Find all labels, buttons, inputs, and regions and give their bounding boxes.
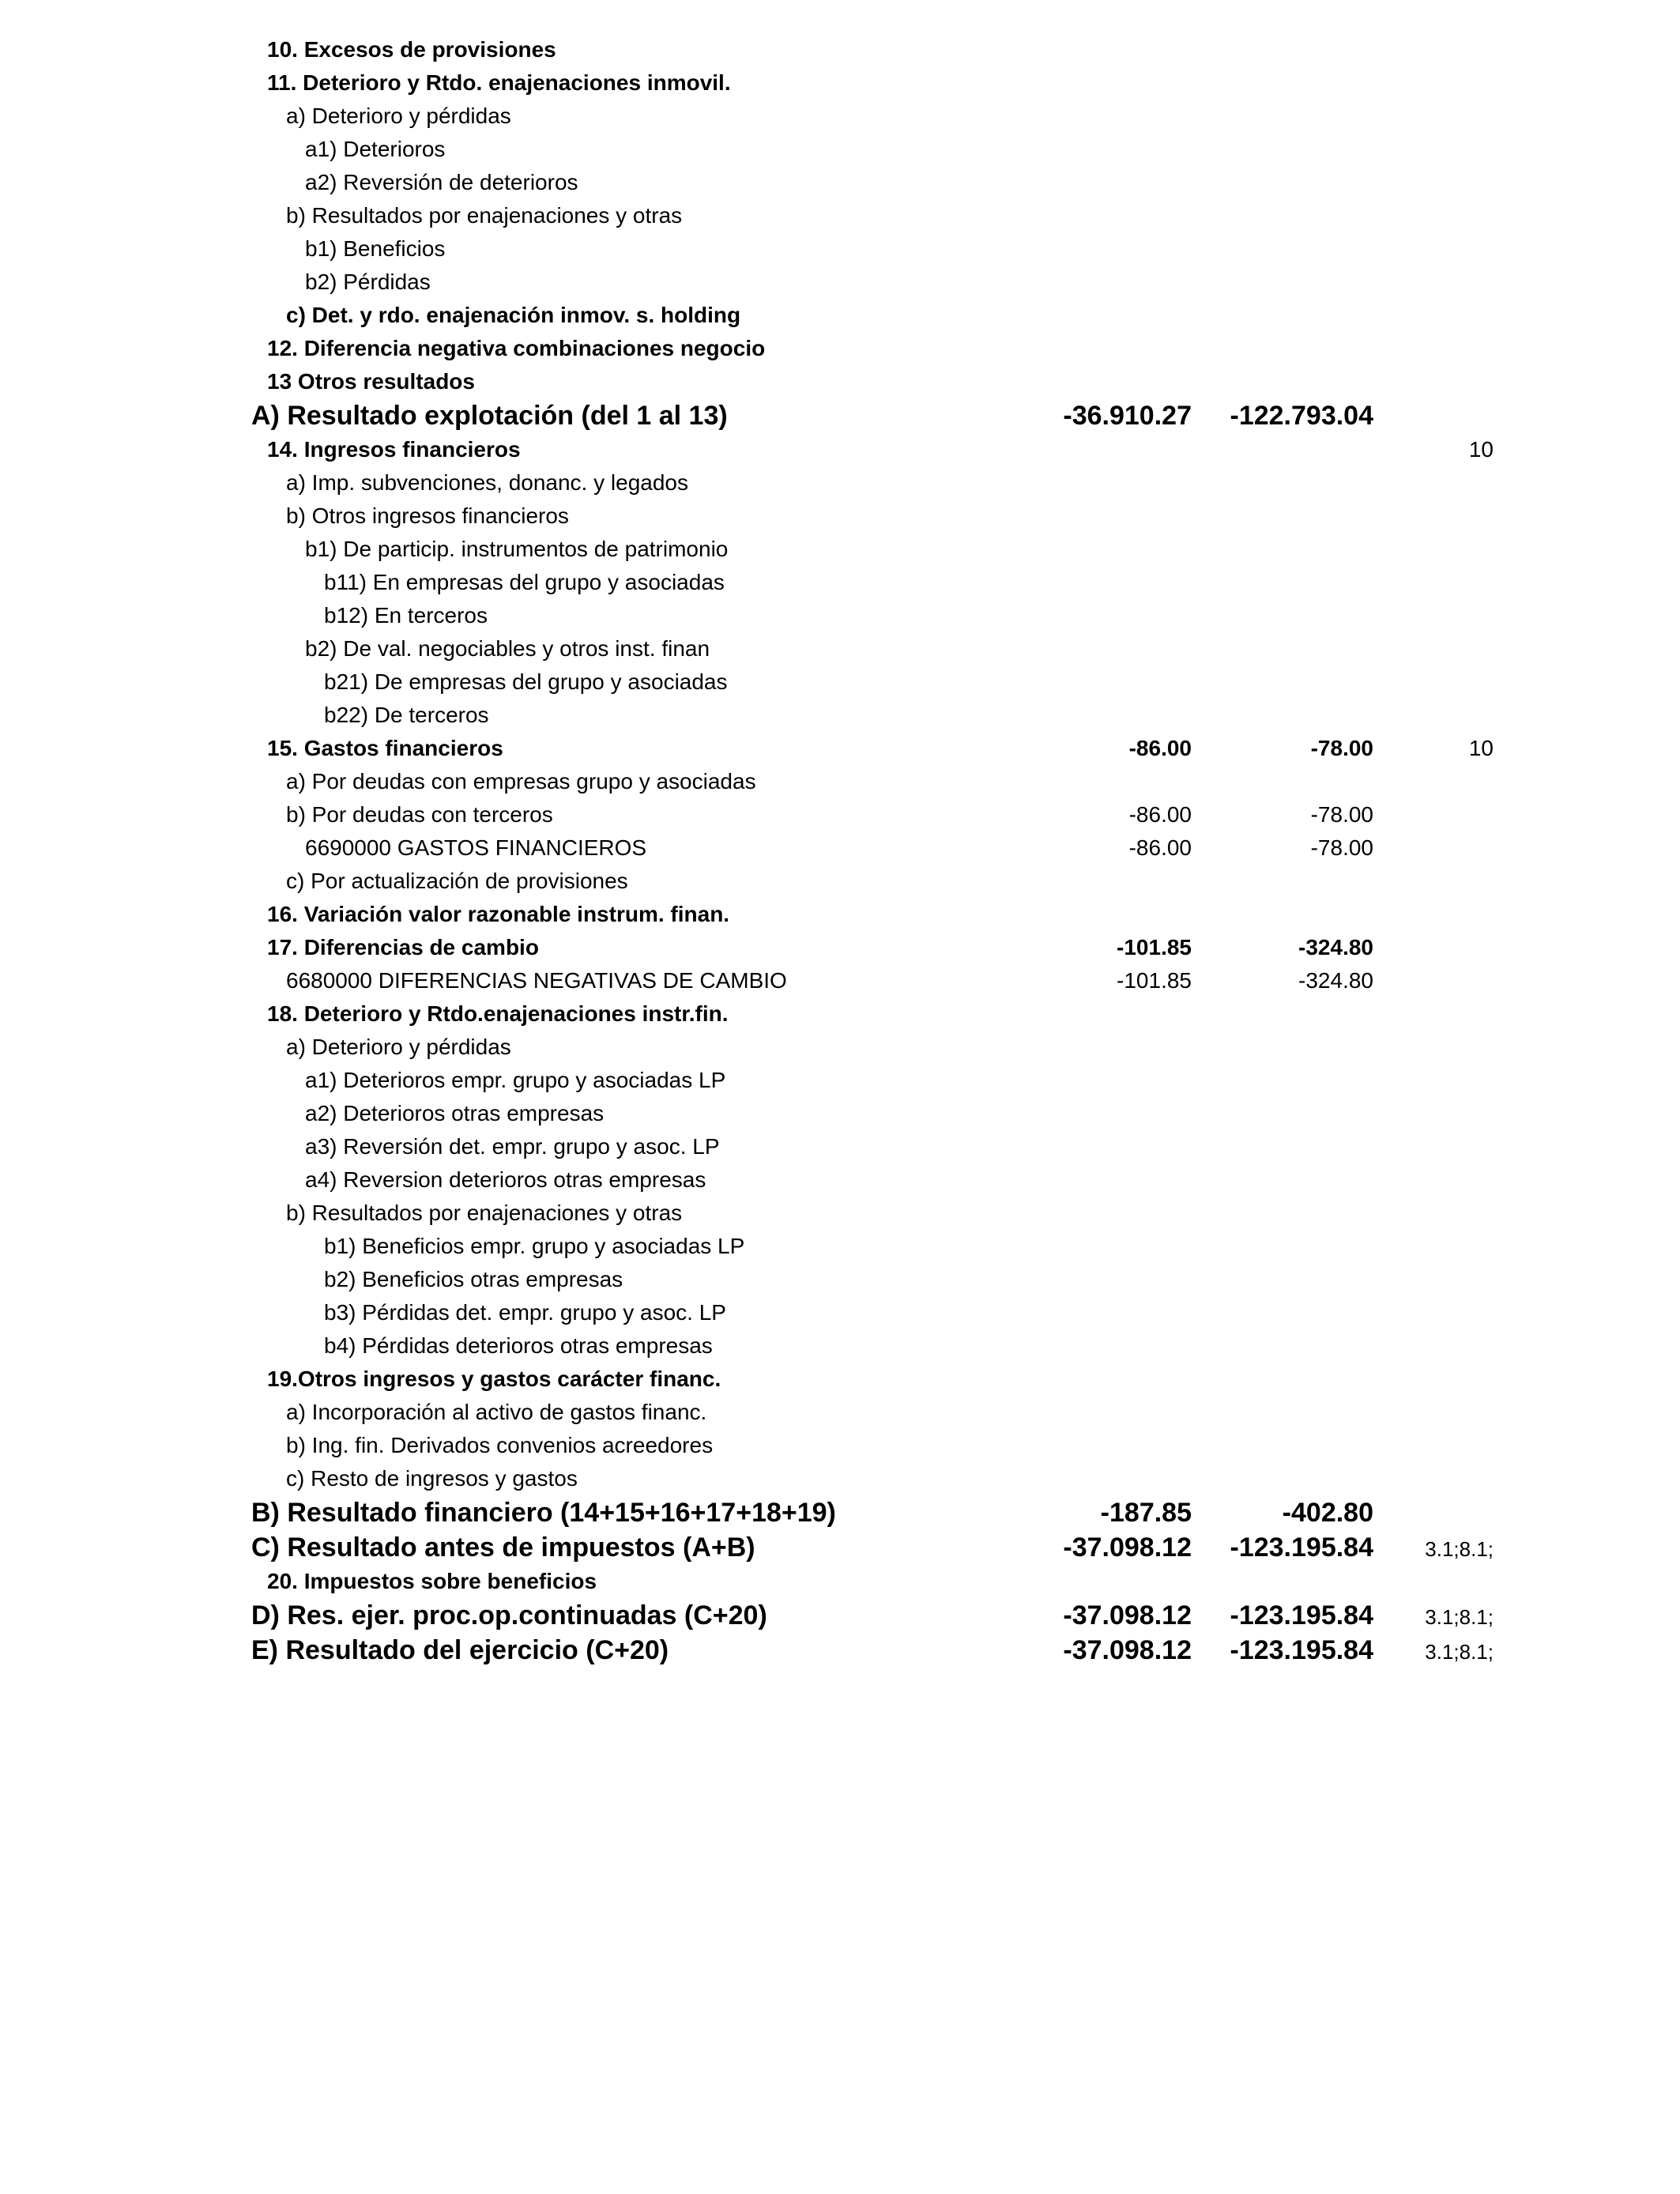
row-label: a3) Reversión det. empr. grupo y asoc. LP bbox=[305, 1134, 720, 1159]
statement-row bbox=[0, 964, 1680, 997]
prior-year-value: -78.00 bbox=[1310, 736, 1373, 760]
statement-row bbox=[0, 433, 1680, 466]
row-label: 15. Gastos financieros bbox=[267, 736, 503, 760]
row-label: b) Resultados por enajenaciones y otras bbox=[286, 203, 683, 228]
statement-row bbox=[0, 1363, 1680, 1396]
note-reference: 10 bbox=[1468, 736, 1494, 760]
row-label: 14. Ingresos financieros bbox=[267, 437, 521, 462]
statement-row bbox=[0, 1197, 1680, 1230]
current-year-value: -36.910.27 bbox=[1063, 401, 1192, 431]
row-label: 17. Diferencias de cambio bbox=[267, 935, 539, 959]
row-label: b2) Beneficios otras empresas bbox=[324, 1267, 623, 1291]
row-label: c) Por actualización de provisiones bbox=[286, 869, 628, 893]
statement-row bbox=[0, 997, 1680, 1031]
statement-row bbox=[0, 66, 1680, 100]
row-label: a) Deterioro y pérdidas bbox=[286, 1035, 511, 1059]
statement-row bbox=[0, 765, 1680, 798]
row-label: b) Ing. fin. Derivados convenios acreedores bbox=[286, 1433, 714, 1457]
row-label: a1) Deterioros empr. grupo y asociadas LP bbox=[305, 1068, 726, 1092]
row-label: a) Por deudas con empresas grupo y asociadas bbox=[286, 769, 756, 794]
statement-row bbox=[0, 100, 1680, 133]
note-reference: 3.1;8.1; bbox=[1425, 1605, 1494, 1629]
result-total-row bbox=[0, 398, 1680, 433]
row-label: A) Resultado explotación (del 1 al 13) bbox=[251, 401, 728, 431]
statement-row bbox=[0, 831, 1680, 865]
row-label: b1) De particip. instrumentos de patrimonio bbox=[305, 537, 729, 561]
row-label: a2) Reversión de deterioros bbox=[305, 170, 578, 194]
row-label: C) Resultado antes de impuestos (A+B) bbox=[251, 1532, 755, 1563]
statement-row bbox=[0, 199, 1680, 232]
current-year-value: -187.85 bbox=[1100, 1498, 1192, 1528]
row-label: a4) Reversion deterioros otras empresas bbox=[305, 1167, 706, 1192]
result-total-row bbox=[0, 1530, 1680, 1565]
row-label: b12) En terceros bbox=[324, 603, 488, 628]
statement-row bbox=[0, 898, 1680, 931]
statement-row bbox=[0, 533, 1680, 566]
statement-row bbox=[0, 1296, 1680, 1329]
current-year-value: -37.098.12 bbox=[1063, 1532, 1192, 1563]
statement-row bbox=[0, 665, 1680, 699]
row-label: b) Por deudas con terceros bbox=[286, 802, 553, 827]
current-year-value: -86.00 bbox=[1128, 736, 1192, 760]
row-label: 18. Deterioro y Rtdo.enajenaciones instr.fin. bbox=[267, 1001, 729, 1026]
row-label: 16. Variación valor razonable instrum. finan. bbox=[267, 902, 730, 926]
statement-row bbox=[0, 133, 1680, 166]
prior-year-value: -123.195.84 bbox=[1230, 1635, 1373, 1665]
statement-row bbox=[0, 1130, 1680, 1163]
statement-row bbox=[0, 166, 1680, 199]
row-label: a) Imp. subvenciones, donanc. y legados bbox=[286, 470, 688, 495]
statement-row bbox=[0, 1031, 1680, 1064]
statement-row bbox=[0, 732, 1680, 765]
row-label: c) Resto de ingresos y gastos bbox=[286, 1466, 578, 1491]
row-label: 19.Otros ingresos y gastos carácter financ. bbox=[267, 1367, 721, 1391]
prior-year-value: -123.195.84 bbox=[1230, 1532, 1373, 1563]
statement-row bbox=[0, 266, 1680, 299]
row-label: b2) Pérdidas bbox=[305, 270, 431, 294]
row-label: 13 Otros resultados bbox=[267, 369, 475, 394]
statement-row bbox=[0, 699, 1680, 732]
note-reference: 10 bbox=[1468, 437, 1494, 462]
statement-row bbox=[0, 599, 1680, 632]
row-label: a) Incorporación al activo de gastos financ. bbox=[286, 1400, 707, 1424]
result-total-row bbox=[0, 1495, 1680, 1530]
prior-year-value: -402.80 bbox=[1282, 1498, 1373, 1528]
statement-row bbox=[0, 566, 1680, 599]
profit-and-loss-statement bbox=[0, 33, 1680, 1668]
statement-row bbox=[0, 1263, 1680, 1296]
statement-row bbox=[0, 365, 1680, 398]
row-label: b2) De val. negociables y otros inst. finan bbox=[305, 636, 710, 661]
prior-year-value: -122.793.04 bbox=[1230, 401, 1373, 431]
row-label: 11. Deterioro y Rtdo. enajenaciones inmovil. bbox=[267, 70, 731, 95]
prior-year-value: -324.80 bbox=[1298, 935, 1373, 959]
statement-row bbox=[0, 1230, 1680, 1263]
statement-row bbox=[0, 865, 1680, 898]
note-reference: 3.1;8.1; bbox=[1425, 1640, 1494, 1664]
row-label: b) Otros ingresos financieros bbox=[286, 503, 569, 528]
prior-year-value: -78.00 bbox=[1310, 835, 1373, 860]
current-year-value: -86.00 bbox=[1128, 835, 1192, 860]
statement-row bbox=[0, 299, 1680, 332]
statement-row bbox=[0, 1462, 1680, 1495]
row-label: b22) De terceros bbox=[324, 703, 489, 727]
row-label: b3) Pérdidas det. empr. grupo y asoc. LP bbox=[324, 1300, 726, 1325]
statement-row bbox=[0, 1429, 1680, 1462]
row-label: D) Res. ejer. proc.op.continuadas (C+20) bbox=[251, 1600, 767, 1630]
result-total-row bbox=[0, 1598, 1680, 1633]
current-year-value: -37.098.12 bbox=[1063, 1600, 1192, 1630]
row-label: c) Det. y rdo. enajenación inmov. s. holding bbox=[286, 303, 741, 327]
current-year-value: -37.098.12 bbox=[1063, 1635, 1192, 1665]
row-label: 12. Diferencia negativa combinaciones negocio bbox=[267, 336, 766, 360]
prior-year-value: -324.80 bbox=[1298, 968, 1373, 993]
statement-row bbox=[0, 1163, 1680, 1197]
current-year-value: -101.85 bbox=[1117, 968, 1192, 993]
statement-row bbox=[0, 466, 1680, 499]
row-label: a1) Deterioros bbox=[305, 137, 446, 161]
statement-row bbox=[0, 332, 1680, 365]
row-label: b21) De empresas del grupo y asociadas bbox=[324, 669, 728, 694]
row-label: 6690000 GASTOS FINANCIEROS bbox=[305, 835, 647, 860]
row-label: B) Resultado financiero (14+15+16+17+18+19) bbox=[251, 1498, 836, 1528]
statement-row bbox=[0, 499, 1680, 533]
prior-year-value: -123.195.84 bbox=[1230, 1600, 1373, 1630]
statement-row bbox=[0, 798, 1680, 831]
row-label: b1) Beneficios bbox=[305, 236, 446, 261]
row-label: a2) Deterioros otras empresas bbox=[305, 1101, 605, 1125]
note-reference: 3.1;8.1; bbox=[1425, 1537, 1494, 1561]
current-year-value: -86.00 bbox=[1128, 802, 1192, 827]
current-year-value: -101.85 bbox=[1117, 935, 1192, 959]
statement-row bbox=[0, 1396, 1680, 1429]
row-label: b4) Pérdidas deterioros otras empresas bbox=[324, 1333, 713, 1358]
row-label: 20. Impuestos sobre beneficios bbox=[267, 1569, 597, 1593]
statement-row bbox=[0, 632, 1680, 665]
row-label: b1) Beneficios empr. grupo y asociadas LP bbox=[324, 1234, 745, 1258]
result-total-row bbox=[0, 1633, 1680, 1668]
row-label: b) Resultados por enajenaciones y otras bbox=[286, 1201, 683, 1225]
statement-row bbox=[0, 1565, 1680, 1598]
row-label: 10. Excesos de provisiones bbox=[267, 37, 556, 62]
row-label: 6680000 DIFERENCIAS NEGATIVAS DE CAMBIO bbox=[286, 968, 787, 993]
statement-row bbox=[0, 1329, 1680, 1363]
row-label: E) Resultado del ejercicio (C+20) bbox=[251, 1635, 669, 1665]
statement-row bbox=[0, 931, 1680, 964]
row-label: a) Deterioro y pérdidas bbox=[286, 104, 511, 128]
prior-year-value: -78.00 bbox=[1310, 802, 1373, 827]
statement-row bbox=[0, 232, 1680, 266]
statement-row bbox=[0, 1064, 1680, 1097]
statement-row bbox=[0, 33, 1680, 66]
row-label: b11) En empresas del grupo y asociadas bbox=[324, 570, 725, 594]
statement-row bbox=[0, 1097, 1680, 1130]
